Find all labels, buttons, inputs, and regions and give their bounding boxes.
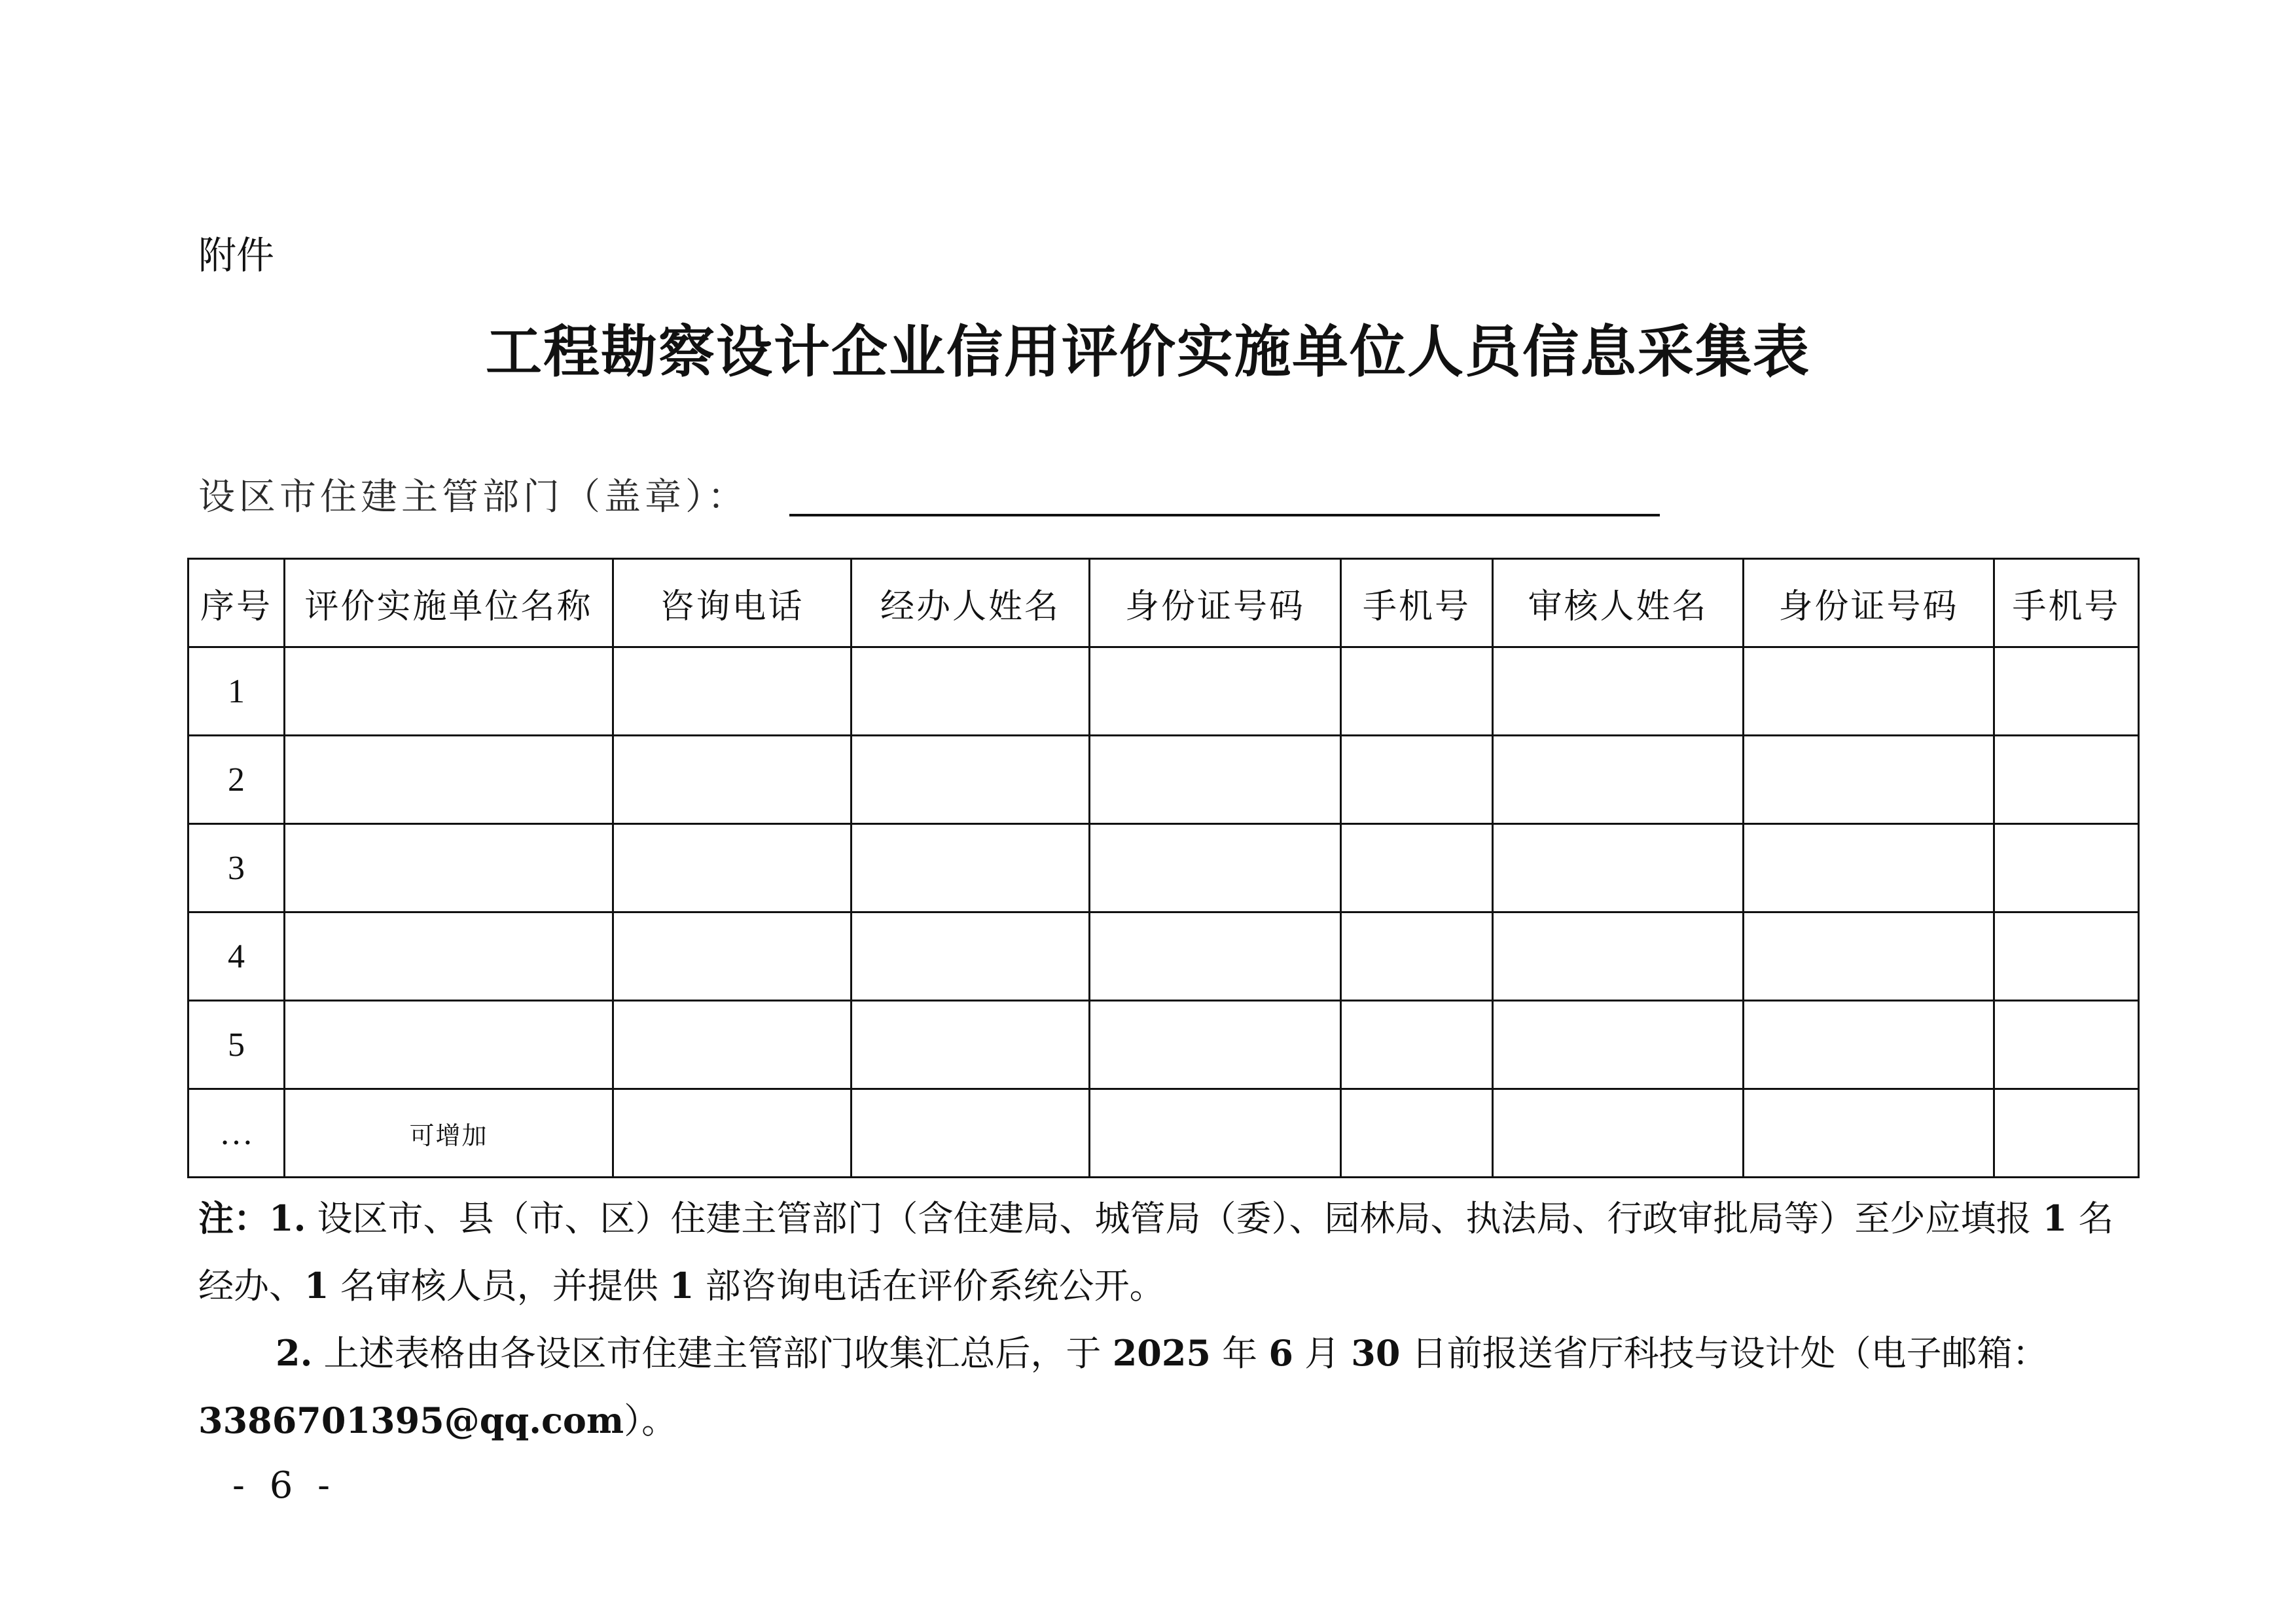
cell-consult-phone[interactable] <box>613 736 852 824</box>
cell-handler-name[interactable] <box>852 736 1090 824</box>
deadline-day: 30 <box>1351 1332 1401 1374</box>
cell-handler-mobile[interactable] <box>1341 912 1493 1001</box>
cell-handler-id[interactable] <box>1090 1089 1341 1178</box>
cell-reviewer-name[interactable] <box>1493 1001 1744 1089</box>
cell-handler-name[interactable] <box>852 1089 1090 1178</box>
notes-section <box>198 1185 2116 1454</box>
cell-handler-mobile[interactable] <box>1341 824 1493 912</box>
row-number: … <box>188 1089 285 1178</box>
cell-reviewer-id[interactable] <box>1744 824 1994 912</box>
table-row <box>188 1089 2139 1178</box>
note-2-text: ）。 <box>624 1400 677 1441</box>
cell-reviewer-name[interactable] <box>1493 824 1744 912</box>
cell-handler-mobile[interactable] <box>1341 647 1493 736</box>
personnel-info-table <box>187 558 2140 1178</box>
cell-reviewer-name[interactable] <box>1493 1089 1744 1178</box>
table-row <box>188 647 2139 736</box>
note-2 <box>198 1320 2116 1454</box>
table-row <box>188 912 2139 1001</box>
contact-email: 3386701395@qq.com <box>198 1399 624 1441</box>
deadline-month: 6 <box>1268 1332 1293 1374</box>
deadline-year: 2025 <box>1112 1332 1211 1374</box>
cell-reviewer-id[interactable] <box>1744 912 1994 1001</box>
column-header-reviewer-mobile: 手机号 <box>1994 559 2139 647</box>
cell-unit-name[interactable] <box>285 647 613 736</box>
cell-unit-name[interactable]: 可增加 <box>285 1089 613 1178</box>
department-fill-underline[interactable] <box>789 514 1660 516</box>
department-label: 设区市住建主管部门（盖章）： <box>198 476 748 518</box>
cell-reviewer-id[interactable] <box>1744 1001 1994 1089</box>
table-row <box>188 824 2139 912</box>
row-number: 3 <box>188 824 285 912</box>
document-title: 工程勘察设计企业信用评价实施单位人员信息采集表 <box>486 319 1810 385</box>
cell-reviewer-name[interactable] <box>1493 912 1744 1001</box>
cell-reviewer-mobile[interactable] <box>1994 1089 2139 1178</box>
cell-unit-name[interactable] <box>285 736 613 824</box>
cell-unit-name[interactable] <box>285 824 613 912</box>
cell-reviewer-id[interactable] <box>1744 1089 1994 1178</box>
cell-handler-name[interactable] <box>852 647 1090 736</box>
page-number: - 6 - <box>232 1464 337 1507</box>
row-number: 1 <box>188 647 285 736</box>
note-1-text: 设区市、县（市、区）住建主管部门（含住建局、城管局（委）、园林局、执法局、行政审批局等）至少应填报 <box>306 1198 2043 1239</box>
column-header-reviewer-id: 身份证号码 <box>1744 559 1994 647</box>
note-2-text: 月 <box>1293 1333 1352 1374</box>
note-1-count-reviewer: 1 <box>304 1265 329 1307</box>
column-header-handler-id: 身份证号码 <box>1090 559 1341 647</box>
cell-consult-phone[interactable] <box>613 1001 852 1089</box>
row-number: 4 <box>188 912 285 1001</box>
cell-handler-mobile[interactable] <box>1341 1001 1493 1089</box>
attachment-label: 附件 <box>198 233 275 278</box>
column-header-consult-phone: 咨询电话 <box>613 559 852 647</box>
table-header-row <box>188 559 2139 647</box>
column-header-handler-mobile: 手机号 <box>1341 559 1493 647</box>
cell-handler-mobile[interactable] <box>1341 736 1493 824</box>
row-number: 5 <box>188 1001 285 1089</box>
cell-reviewer-id[interactable] <box>1744 647 1994 736</box>
column-header-handler-name: 经办人姓名 <box>852 559 1090 647</box>
table-row <box>188 1001 2139 1089</box>
cell-reviewer-name[interactable] <box>1493 647 1744 736</box>
column-header-reviewer-name: 审核人姓名 <box>1493 559 1744 647</box>
department-stamp-line <box>198 468 748 520</box>
cell-reviewer-mobile[interactable] <box>1994 647 2139 736</box>
cell-handler-name[interactable] <box>852 824 1090 912</box>
cell-consult-phone[interactable] <box>613 824 852 912</box>
note-2-text: 年 <box>1211 1333 1269 1374</box>
column-header-seq: 序号 <box>188 559 285 647</box>
note-1-text: 名经办、 <box>198 1198 2114 1307</box>
cell-reviewer-name[interactable] <box>1493 736 1744 824</box>
cell-handler-id[interactable] <box>1090 1001 1341 1089</box>
note-1-count-handler: 1 <box>2042 1197 2068 1239</box>
cell-handler-id[interactable] <box>1090 912 1341 1001</box>
cell-reviewer-mobile[interactable] <box>1994 912 2139 1001</box>
cell-handler-name[interactable] <box>852 912 1090 1001</box>
cell-unit-name[interactable] <box>285 912 613 1001</box>
cell-reviewer-id[interactable] <box>1744 736 1994 824</box>
cell-handler-mobile[interactable] <box>1341 1089 1493 1178</box>
cell-consult-phone[interactable] <box>613 647 852 736</box>
note-1 <box>198 1185 2116 1320</box>
table-row <box>188 736 2139 824</box>
note-prefix: 注： <box>198 1197 269 1239</box>
cell-reviewer-mobile[interactable] <box>1994 824 2139 912</box>
cell-handler-name[interactable] <box>852 1001 1090 1089</box>
cell-handler-id[interactable] <box>1090 736 1341 824</box>
column-header-unit-name: 评价实施单位名称 <box>285 559 613 647</box>
cell-consult-phone[interactable] <box>613 912 852 1001</box>
note-1-count-phone: 1 <box>669 1265 694 1307</box>
cell-handler-id[interactable] <box>1090 824 1341 912</box>
cell-reviewer-mobile[interactable] <box>1994 736 2139 824</box>
note-2-text: 上述表格由各设区市住建主管部门收集汇总后，于 <box>312 1333 1113 1374</box>
note-2-text: 日前报送省厅科技与设计处（电子邮箱： <box>1400 1333 2048 1374</box>
note-1-text: 名审核人员，并提供 <box>329 1265 670 1307</box>
note-1-text: 部咨询电话在评价系统公开。 <box>694 1265 1165 1307</box>
cell-consult-phone[interactable] <box>613 1089 852 1178</box>
note-2-number: 2. <box>276 1332 313 1374</box>
cell-reviewer-mobile[interactable] <box>1994 1001 2139 1089</box>
note-1-number: 1. <box>269 1197 306 1239</box>
row-number: 2 <box>188 736 285 824</box>
cell-handler-id[interactable] <box>1090 647 1341 736</box>
cell-unit-name[interactable] <box>285 1001 613 1089</box>
